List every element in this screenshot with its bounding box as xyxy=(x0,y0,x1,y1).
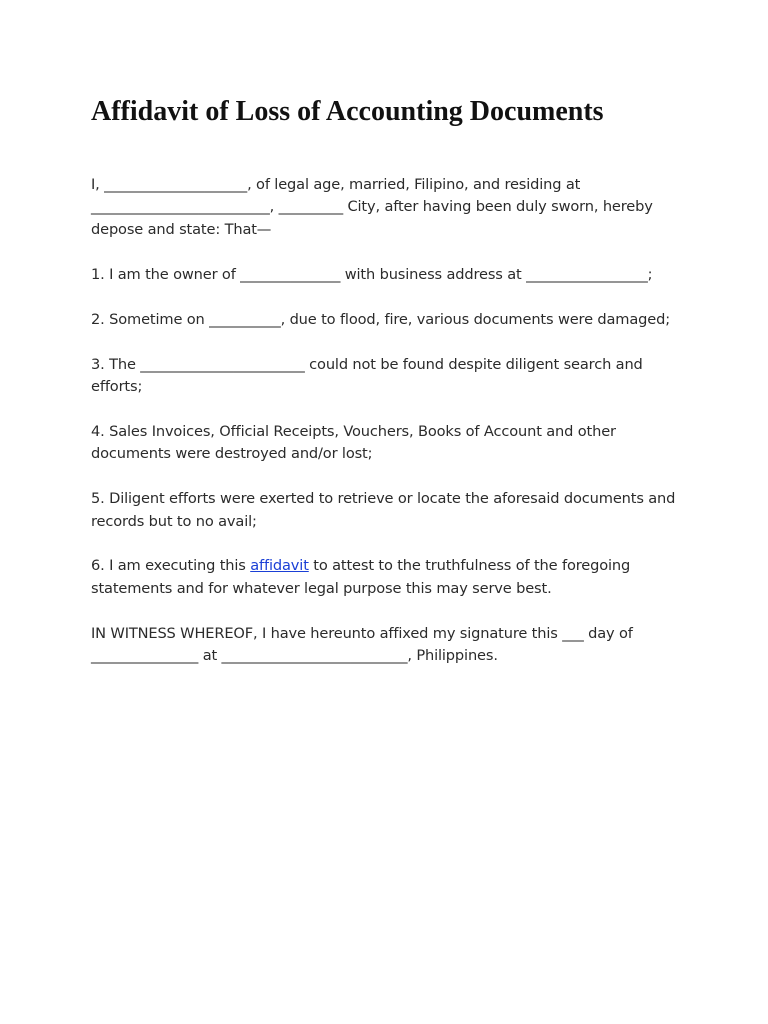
item-5-paragraph xyxy=(91,488,691,533)
affidavit-link[interactable]: affidavit xyxy=(250,557,309,575)
item-6-line-1 xyxy=(91,555,691,577)
intro-line-1: I, ____________________, of legal age, married, Filipino, and residing at xyxy=(91,176,581,193)
document-page xyxy=(91,92,691,690)
item-6-line-2: statements and for whatever legal purpose this may serve best. xyxy=(91,579,552,597)
intro-line-3: depose and state: That— xyxy=(91,220,272,238)
witness-line-2: _______________ at __________________________, Philippines. xyxy=(91,647,498,665)
item-5-line-2: records but to no avail; xyxy=(91,512,257,530)
item-2-line-1: 2. Sometime on __________, due to flood, fire, various documents were damaged; xyxy=(91,310,670,328)
item-6-paragraph xyxy=(91,555,691,600)
witness-paragraph xyxy=(91,623,691,668)
item-5-line-1: 5. Diligent efforts were exerted to retrieve or locate the aforesaid documents and xyxy=(91,490,676,508)
item-4-line-2: documents were destroyed and/or lost; xyxy=(91,445,373,463)
item-3-paragraph xyxy=(91,354,691,399)
item-2-paragraph xyxy=(91,309,691,331)
item-3-line-1: 3. The _______________________ could not be found despite diligent search and xyxy=(91,355,643,373)
intro-line-2: _________________________, _________ City, after having been duly sworn, hereby xyxy=(91,198,653,216)
item-1-paragraph xyxy=(91,264,691,286)
intro-paragraph xyxy=(91,174,691,241)
document-title: Affidavit of Loss of Accounting Documents xyxy=(91,96,604,127)
item-3-line-2: efforts; xyxy=(91,377,143,395)
item-1-line-1: 1. I am the owner of ______________ with business address at _________________; xyxy=(91,265,653,283)
item-6-text-before: 6. I am executing this xyxy=(91,557,251,575)
witness-line-1: IN WITNESS WHEREOF, I have hereunto affixed my signature this ___ day of xyxy=(91,624,633,642)
item-4-line-1: 4. Sales Invoices, Official Receipts, Vouchers, Books of Account and other xyxy=(91,422,616,440)
item-6-text-after: to attest to the truthfulness of the foregoing xyxy=(308,557,631,575)
item-4-paragraph xyxy=(91,421,691,466)
